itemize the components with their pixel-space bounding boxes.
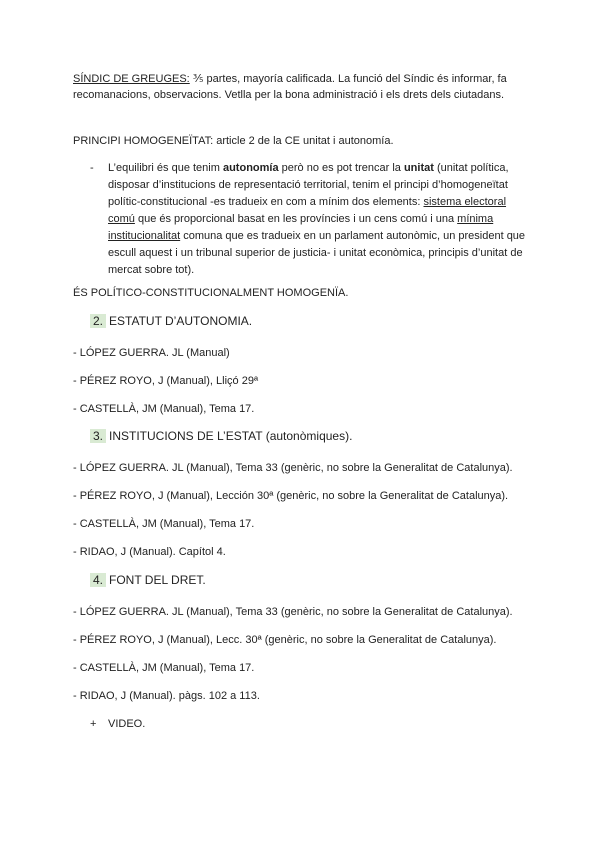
video-item [90,716,145,732]
dash-marker: - [90,162,94,174]
section-title-4: FONT DEL DRET. [109,573,206,587]
principi-paragraph: PRINCIPI HOMOGENEÏTAT: article 2 de la CE unitat i autonomía. [73,135,394,147]
plus-marker: + [90,718,97,730]
reference-item: - LÓPEZ GUERRA. JL (Manual), Tema 33 (genèric, no sobre la Generalitat de Catalunya). [73,606,513,618]
reference-item: - PÉREZ ROYO, J (Manual), Lecc. 30ª (genèric, no sobre la Generalitat de Catalunya). [73,634,497,646]
reference-item: - CASTELLÀ, JM (Manual), Tema 17. [73,518,255,530]
bullet-text-4: que és proporcional basat en les províncies i un cens comú i una [134,213,458,225]
bullet-item [90,160,530,279]
bullet-text-5: comuna que es tradueix en un parlament autonòmic, un president que escull aquest i un tribunal superior de justicia- i unitat econòmica, principis d’unitat de mercat sobre tot). [108,230,526,276]
bullet-text-2: però no es pot trencar la [278,162,404,174]
sindic-label: SÍNDIC DE GREUGES: [73,73,190,85]
reference-item: - CASTELLÀ, JM (Manual), Tema 17. [73,662,255,674]
sindic-text: ⅗ partes, mayoría calificada. La funció del Síndic és informar, fa recomanacions, observacions. Vetlla per la bona administració i els drets dels ciutadans. [73,73,507,101]
bullet-text-1: L’equilibri és que tenim [108,162,223,174]
bullet-bold-unitat: unitat [403,162,434,174]
reference-item: - RIDAO, J (Manual). pàgs. 102 a 113. [73,690,260,702]
section-title-3: INSTITUCIONS DE L’ESTAT (autonòmiques). [109,429,353,443]
bullet-underline-minima: mínima institucionalitat [108,213,494,242]
es-politico-paragraph: ÉS POLÍTICO-CONSTITUCIONALMENT HOMOGENÏA. [73,287,349,299]
section-number-2: 2. [90,314,106,328]
reference-item: - PÉREZ ROYO, J (Manual), Lliçó 29ª [73,375,259,387]
reference-item: - CASTELLÀ, JM (Manual), Tema 17. [73,403,255,415]
reference-item: - LÓPEZ GUERRA. JL (Manual) [73,347,230,359]
section-heading-4 [90,572,206,588]
section-number-4: 4. [90,573,106,587]
section-number-3: 3. [90,429,106,443]
bullet-text [108,160,530,279]
sindic-paragraph [73,71,560,103]
bullet-text-3: (unitat política, disposar d’institucions de representació territorial, tenim el principi d’homogeneïtat polític-constitucional -es tradueix en com a mínim dos elements: [108,162,509,208]
section-heading-3 [90,428,352,444]
bullet-bold-autonomia: autonomía [222,162,279,174]
reference-item: - RIDAO, J (Manual). Capítol 4. [73,546,226,558]
section-title-2: ESTATUT D’AUTONOMIA. [109,314,253,328]
reference-item: - PÉREZ ROYO, J (Manual), Lección 30ª (genèric, no sobre la Generalitat de Catalunya). [73,490,509,502]
video-label: VIDEO. [108,718,146,730]
reference-item: - LÓPEZ GUERRA. JL (Manual), Tema 33 (genèric, no sobre la Generalitat de Catalunya). [73,462,513,474]
section-heading-2 [90,313,252,329]
bullet-underline-sistema: sistema electoral comú [108,196,507,225]
